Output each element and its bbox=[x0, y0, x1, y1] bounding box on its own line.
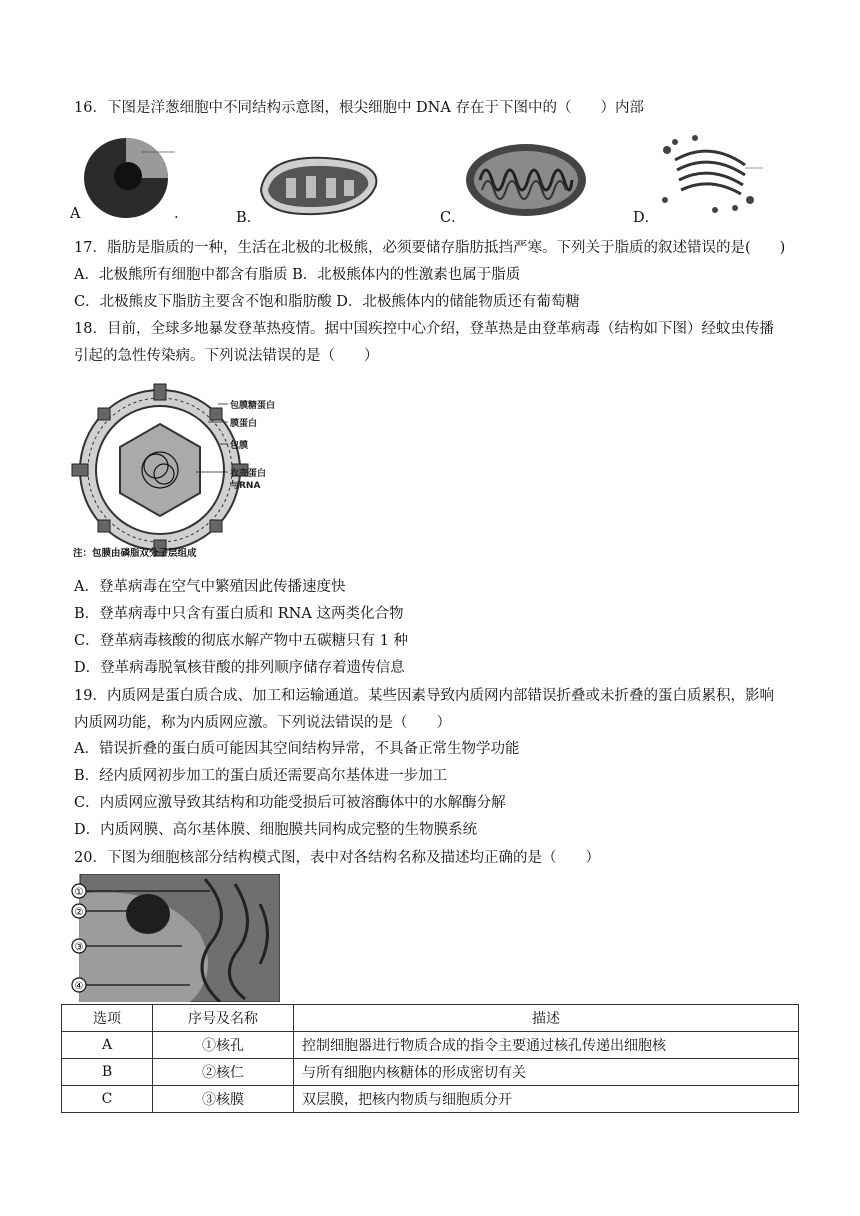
table-row bbox=[62, 1059, 799, 1086]
table-cell-option: A bbox=[62, 1032, 153, 1059]
q19-option-c: C．内质网应激导致其结构和功能受损后可被溶酶体中的水解酶分解 bbox=[74, 795, 506, 811]
q17-stem: 17．脂肪是脂质的一种，生活在北极的北极熊，必须要储存脂肪抵挡严寒。下列关于脂质的叙述错误的是( ) bbox=[74, 240, 786, 256]
virus-figure-note: 注：包膜由磷脂双分子层组成 bbox=[73, 548, 197, 559]
q16-stem: 16．下图是洋葱细胞中不同结构示意图，根尖细胞中 DNA 存在于下图中的（ ）内部 bbox=[74, 100, 644, 116]
table-cell-description: 与所有细胞内核糖体的形成密切有关 bbox=[294, 1059, 799, 1086]
table-header-row bbox=[62, 1005, 799, 1032]
table-cell-name: ③核膜 bbox=[153, 1086, 294, 1113]
mitochondrion-figure bbox=[464, 140, 589, 220]
q18-option-b: B．登革病毒中只含有蛋白质和 RNA 这两类化合物 bbox=[74, 606, 404, 622]
table-cell-description: 双层膜，把核内物质与细胞质分开 bbox=[294, 1086, 799, 1113]
q18-option-a: A．登革病毒在空气中繁殖因此传播速度快 bbox=[74, 579, 346, 595]
nucleus-marker-2: ② bbox=[74, 907, 84, 918]
q19-option-b: B．经内质网初步加工的蛋白质还需要高尔基体进一步加工 bbox=[74, 768, 448, 784]
q16-label-c: C． bbox=[440, 210, 466, 226]
q16-label-b: B． bbox=[236, 210, 262, 226]
virus-label-rna: 与RNA bbox=[230, 481, 261, 491]
q17-options-row1: A．北极熊所有细胞中都含有脂质 B．北极熊体内的性激素也属于脂质 bbox=[74, 267, 521, 283]
nucleus-marker-3: ③ bbox=[74, 942, 84, 953]
table-cell-option: B bbox=[62, 1059, 153, 1086]
virus-label-membrane-protein: 膜蛋白 bbox=[230, 419, 258, 429]
chloroplast-figure bbox=[256, 150, 381, 220]
nucleus-figure bbox=[80, 132, 175, 220]
q18-option-d: D．登革病毒脱氧核苷酸的排列顺序储存着遗传信息 bbox=[74, 660, 405, 676]
golgi-figure bbox=[655, 130, 765, 220]
q18-option-c: C．登革病毒核酸的彻底水解产物中五碳糖只有 1 种 bbox=[74, 633, 409, 649]
table-row bbox=[62, 1086, 799, 1113]
q19-option-d: D．内质网膜、高尔基体膜、细胞膜共同构成完整的生物膜系统 bbox=[74, 822, 478, 838]
nucleus-structure-figure bbox=[70, 874, 280, 1002]
dengue-virus-figure bbox=[68, 382, 280, 562]
virus-label-envelope-glycoprotein: 包膜糖蛋白 bbox=[230, 401, 276, 411]
virus-label-envelope: 包膜 bbox=[230, 441, 249, 451]
table-cell-description: 控制细胞器进行物质合成的指令主要通过核孔传递出细胞核 bbox=[294, 1032, 799, 1059]
q18-stem-line2: 引起的急性传染病。下列说法错误的是（ ） bbox=[74, 348, 379, 364]
q18-stem-line1: 18．目前，全球多地暴发登革热疫情。据中国疾控中心介绍，登革热是由登革病毒（结构如下图）经蚊虫传播 bbox=[74, 321, 774, 337]
table-header-description: 描述 bbox=[294, 1005, 799, 1032]
q20-table bbox=[61, 1004, 799, 1113]
table-cell-name: ①核孔 bbox=[153, 1032, 294, 1059]
table-header-option: 选项 bbox=[62, 1005, 153, 1032]
table-cell-name: ②核仁 bbox=[153, 1059, 294, 1086]
q19-stem-line2: 内质网功能，称为内质网应激。下列说法错误的是（ ） bbox=[74, 715, 451, 731]
q19-stem-line1: 19．内质网是蛋白质合成、加工和运输通道。某些因素导致内质网内部错误折叠或未折叠的蛋白质累积，影响 bbox=[74, 688, 774, 704]
q17-options-row2: C．北极熊皮下脂肪主要含不饱和脂肪酸 D．北极熊体内的储能物质还有葡萄糖 bbox=[74, 294, 580, 310]
q19-option-a: A．错误折叠的蛋白质可能因其空间结构异常，不具备正常生物学功能 bbox=[74, 741, 520, 757]
nucleus-marker-1: ① bbox=[74, 887, 84, 898]
q20-stem: 20．下图为细胞核部分结构模式图，表中对各结构名称及描述均正确的是（ ） bbox=[74, 850, 600, 866]
q16-label-a-dot: . bbox=[174, 206, 179, 222]
q16-label-d: D． bbox=[633, 210, 660, 226]
virus-label-capsid-protein: 衣壳蛋白 bbox=[230, 469, 267, 479]
table-cell-option: C bbox=[62, 1086, 153, 1113]
nucleus-marker-4: ④ bbox=[74, 981, 84, 992]
table-row bbox=[62, 1032, 799, 1059]
q16-label-a: A bbox=[70, 206, 81, 222]
table-header-name: 序号及名称 bbox=[153, 1005, 294, 1032]
